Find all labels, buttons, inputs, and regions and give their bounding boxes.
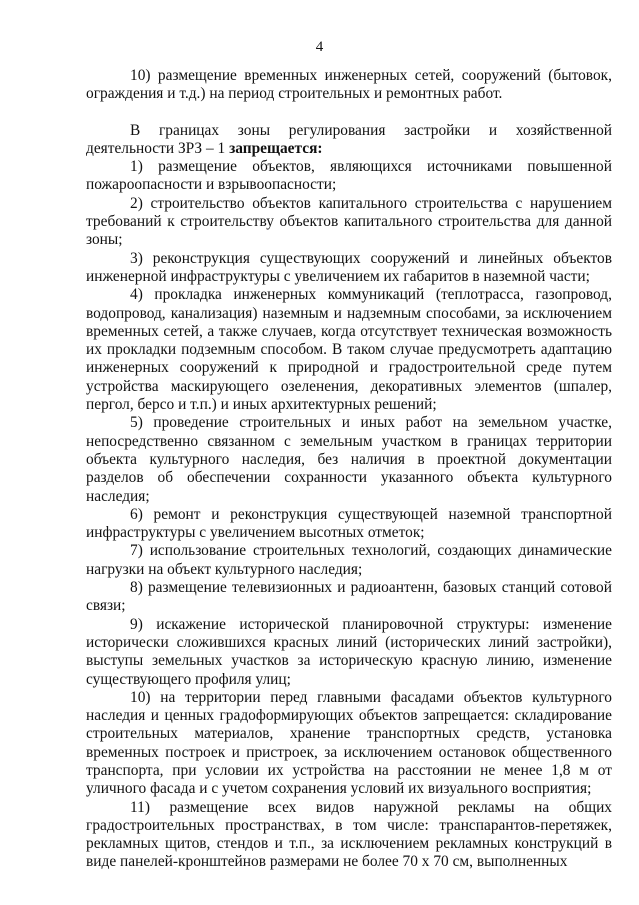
prohibited-item-9: 9) искажение исторической планировочной структуры: изменение исторически сложившихся красных линий (исторических линий застройки), выступы земельных участков за историческую красную линию, изменение существующего профиля улиц; bbox=[86, 615, 612, 688]
page-number: 4 bbox=[315, 39, 324, 55]
prohibited-item-2: 2) строительство объектов капитального строительства с нарушением требований к строительству объектов капитального строительства для данной зоны; bbox=[86, 194, 612, 249]
prohibited-item-7: 7) использование строительных технологий, создающих динамические нагрузки на объект культурного наследия; bbox=[86, 542, 612, 578]
prohibited-item-10: 10) на территории перед главными фасадами объектов культурного наследия и ценных градоформирующих объектов запрещается: складирование строительных материалов, хранение транспортных средств, установка временных построек и пристроек, за исключением остановок общественного транспорта, при условии их устройства на расстоянии не менее 1,8 м от уличного фасада и с учетом сохранения условий их визуального восприятия; bbox=[86, 688, 612, 798]
zone-heading-text: В границах зоны регулирования застройки и хозяйственной деятельности ЗРЗ – 1 bbox=[86, 121, 612, 157]
prohibited-item-1: 1) размещение объектов, являющихся источниками повышенной пожароопасности и взрывоопасности; bbox=[86, 158, 612, 194]
prohibited-item-6: 6) ремонт и реконструкция существующей наземной транспортной инфраструктуры с увеличением высотных отметок; bbox=[86, 505, 612, 542]
prohibited-item-4: 4) прокладка инженерных коммуникаций (теплотрасса, газопровод, водопровод, канализация) наземным и надземным способами, за исключением временных сетей, а также случаев, когда отсутствует техническая возможность их прокладки подземным способом. В таком случае предусмотреть адаптацию инженерных сооружений к природной и градостроительной среде путем устройства маскирующего озеленения, декоративных элементов (шпалер, пергол, берсо и т.п.) и иных архитектурных решений; bbox=[86, 286, 612, 414]
prohibited-item-5: 5) проведение строительных и иных работ на земельном участке, непосредственно связанном с земельным участком в границах территории объекта культурного наследия, без наличия в проектной документации разделов об обеспечении сохранности указанного объекта культурного наследия; bbox=[86, 414, 612, 505]
prohibited-item-3: 3) реконструкция существующих сооружений и линейных объектов инженерной инфраструктуры с увеличением их габаритов в наземной части; bbox=[86, 249, 612, 285]
paragraph-intro-item: 10) размещение временных инженерных сетей, сооружений (бытовок, ограждения и т.д.) на период строительных и ремонтных работ. bbox=[86, 67, 612, 103]
zone-heading-paragraph bbox=[86, 122, 612, 159]
prohibited-item-11: 11) размещение всех видов наружной рекламы на общих градостроительных пространствах, в том числе: транспарантов-перетяжек, рекламных щитов, стендов и т.п., за исключением рекламных конструкций в виде панелей-кронштейнов размерами не более 70 х 70 см, выполненных bbox=[86, 798, 612, 871]
zone-heading-emphasis: запрещается: bbox=[229, 139, 323, 157]
document-body bbox=[86, 67, 612, 872]
prohibited-item-8: 8) размещение телевизионных и радиоантенн, базовых станций сотовой связи; bbox=[86, 579, 612, 615]
